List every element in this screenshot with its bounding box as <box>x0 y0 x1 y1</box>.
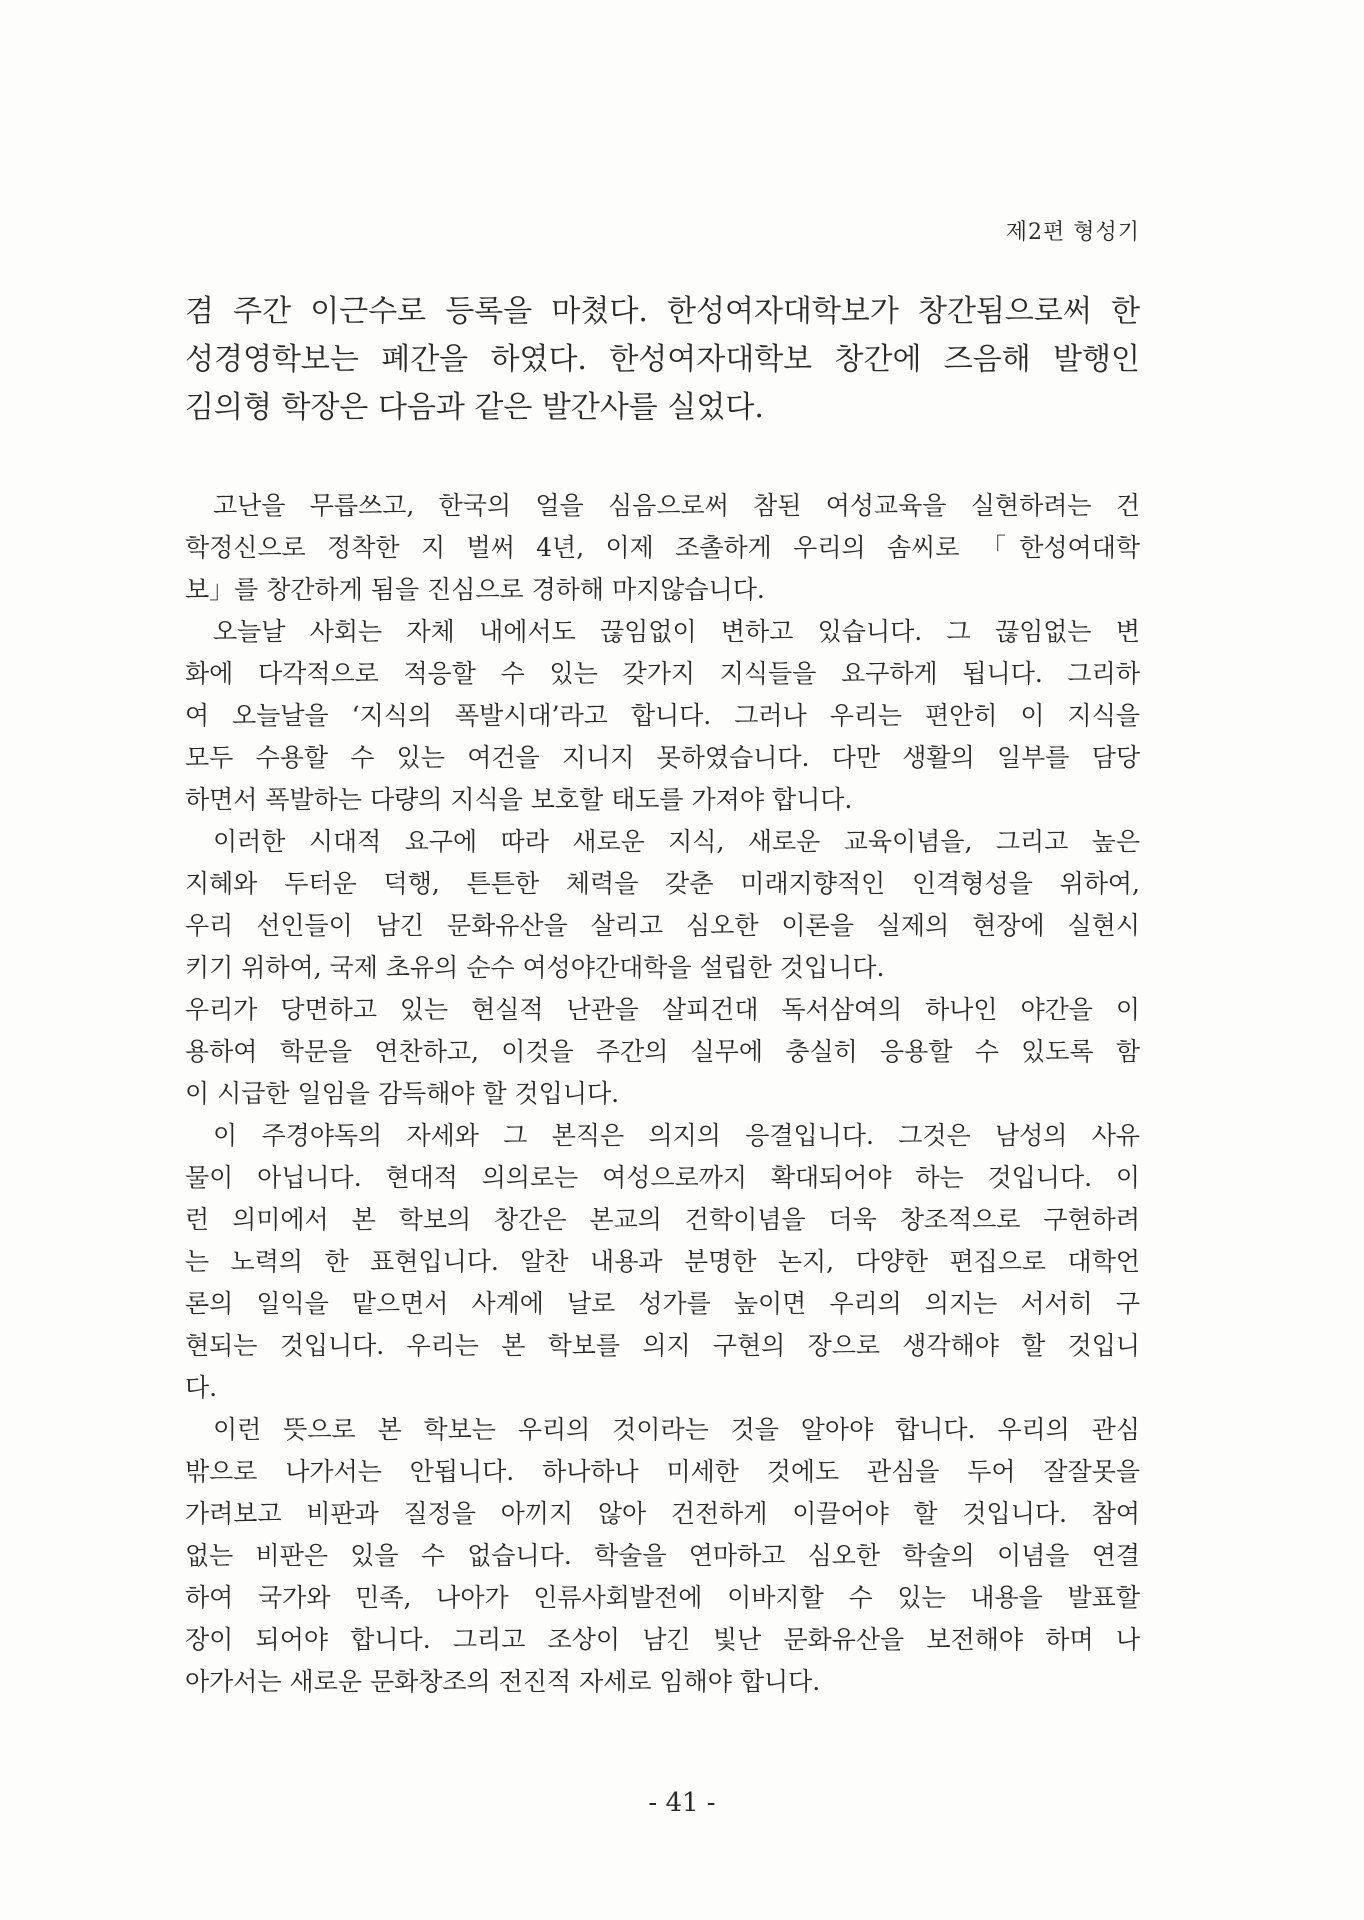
text-line: 이러한 시대적 요구에 따라 새로운 지식, 새로운 교육이념을, 그리고 높은 <box>213 827 1140 856</box>
text-line: 아가서는 새로운 문화창조의 전진적 자세로 임해야 합니다. <box>185 1667 821 1696</box>
text-line: 없는 비판은 있을 수 없습니다. 학술을 연마하고 심오한 학술의 이념을 연결 <box>185 1541 1140 1570</box>
text-line: 겸 주간 이근수로 등록을 마쳤다. 한성여자대학보가 창간됨으로써 한 <box>185 294 1140 329</box>
text-line: 하여 국가와 민족, 나아가 인류사회발전에 이바지할 수 있는 내용을 발표할 <box>185 1583 1140 1612</box>
text-line: 하면서 폭발하는 다량의 지식을 보호할 태도를 가져야 합니다. <box>185 785 853 814</box>
text-line: 다. <box>185 1373 218 1402</box>
text-line: 지혜와 두터운 덕행, 튼튼한 체력을 갖춘 미래지향적인 인격형성을 위하여, <box>185 869 1140 898</box>
page-number: - 41 - <box>648 1788 716 1818</box>
text-line: 이 시급한 일임을 감득해야 할 것입니다. <box>185 1079 620 1108</box>
inaugural-address-quote <box>185 485 1140 1703</box>
text-line: 우리 선인들이 남긴 문화유산을 살리고 심오한 이론을 실제의 현장에 실현시 <box>185 911 1140 940</box>
text-line: 현되는 것입니다. 우리는 본 학보를 의지 구현의 장으로 생각해야 할 것입니 <box>185 1331 1140 1360</box>
text-line: 밖으로 나가서는 안됩니다. 하나하나 미세한 것에도 관심을 두어 잘잘못을 <box>185 1457 1140 1486</box>
text-line: 보」를 창간하게 됨을 진심으로 경하해 마지않습니다. <box>185 575 765 604</box>
text-line: 이런 뜻으로 본 학보는 우리의 것이라는 것을 알아야 합니다. 우리의 관심 <box>213 1415 1140 1444</box>
text-line: 런 의미에서 본 학보의 창간은 본교의 건학이념을 더욱 창조적으로 구현하려 <box>185 1205 1140 1234</box>
address-paragraph <box>185 1409 1140 1703</box>
text-line: 장이 되어야 합니다. 그리고 조상이 남긴 빛난 문화유산을 보전해야 하며 나 <box>185 1625 1140 1654</box>
text-line: 성경영학보는 폐간을 하였다. 한성여자대학보 창간에 즈음해 발행인 <box>185 342 1140 377</box>
address-paragraph <box>185 821 1140 989</box>
text-line: 키기 위하여, 국제 초유의 순수 여성야간대학을 설립한 것입니다. <box>185 953 885 982</box>
address-paragraph <box>185 485 1140 611</box>
text-line: 이 주경야독의 자세와 그 본직은 의지의 응결입니다. 그것은 남성의 사유 <box>213 1121 1140 1150</box>
text-line: 물이 아닙니다. 현대적 의의로는 여성으로까지 확대되어야 하는 것입니다. 이 <box>185 1163 1140 1192</box>
text-line: 여 오늘날을 ‘지식의 폭발시대’라고 합니다. 그러나 우리는 편안히 이 지식을 <box>185 701 1140 730</box>
text-line: 고난을 무릅쓰고, 한국의 얼을 심음으로써 참된 여성교육을 실현하려는 건 <box>213 491 1140 520</box>
text-line: 김의형 학장은 다음과 같은 발간사를 실었다. <box>185 390 764 425</box>
address-paragraph <box>185 989 1140 1115</box>
text-line: 모두 수용할 수 있는 여건을 지니지 못하였습니다. 다만 생활의 일부를 담당 <box>185 743 1140 772</box>
running-head: 제2편 형성기 <box>1005 220 1140 245</box>
address-paragraph <box>185 611 1140 821</box>
text-line: 우리가 당면하고 있는 현실적 난관을 살피건대 독서삼여의 하나인 야간을 이 <box>185 995 1140 1024</box>
intro-paragraph <box>185 288 1140 432</box>
text-line: 용하여 학문을 연찬하고, 이것을 주간의 실무에 충실히 응용할 수 있도록 함 <box>185 1037 1140 1066</box>
text-line: 론의 일익을 맡으면서 사계에 날로 성가를 높이면 우리의 의지는 서서히 구 <box>185 1289 1140 1318</box>
text-line: 가려보고 비판과 질정을 아끼지 않아 건전하게 이끌어야 할 것입니다. 참여 <box>185 1499 1140 1528</box>
address-paragraph <box>185 1115 1140 1409</box>
text-line: 오늘날 사회는 자체 내에서도 끊임없이 변하고 있습니다. 그 끊임없는 변 <box>213 617 1140 646</box>
text-line: 화에 다각적으로 적응할 수 있는 갖가지 지식들을 요구하게 됩니다. 그리하 <box>185 659 1140 688</box>
text-line: 학정신으로 정착한 지 벌써 4년, 이제 조촐하게 우리의 솜씨로 「한성여대학 <box>185 533 1140 562</box>
text-line: 는 노력의 한 표현입니다. 알찬 내용과 분명한 논지, 다양한 편집으로 대학언 <box>185 1247 1140 1276</box>
